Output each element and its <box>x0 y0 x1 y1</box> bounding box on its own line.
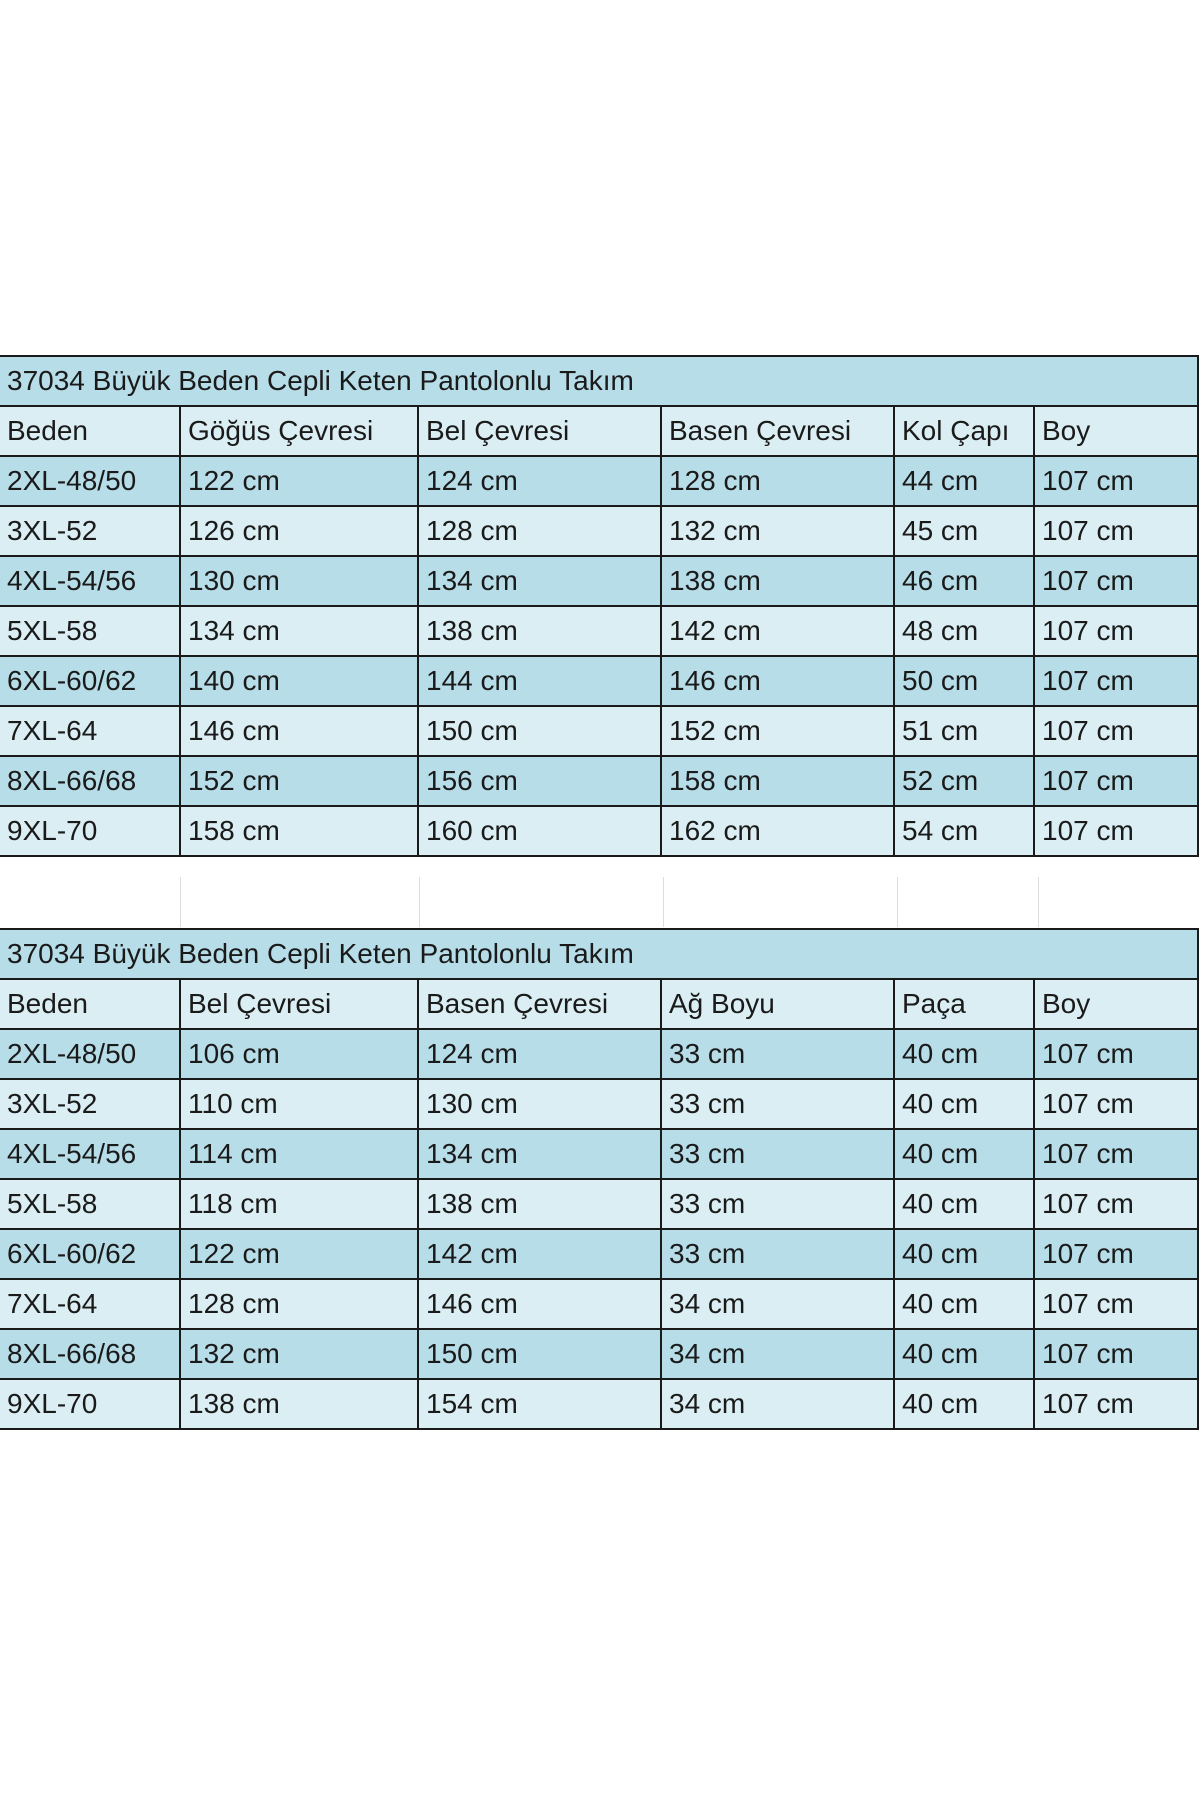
column-header: Ağ Boyu <box>661 979 894 1029</box>
column-header: Göğüs Çevresi <box>180 406 418 456</box>
table-cell: 122 cm <box>180 1229 418 1279</box>
table-cell: 130 cm <box>418 1079 661 1129</box>
table-cell: 107 cm <box>1034 456 1198 506</box>
table-cell: 7XL-64 <box>0 706 180 756</box>
table-row <box>0 506 1198 556</box>
table-cell: 54 cm <box>894 806 1034 856</box>
table-cell: 6XL-60/62 <box>0 656 180 706</box>
table-row <box>0 1129 1198 1179</box>
table-cell: 33 cm <box>661 1179 894 1229</box>
size-table-top <box>0 355 1199 857</box>
table-cell: 107 cm <box>1034 1179 1198 1229</box>
table-cell: 4XL-54/56 <box>0 556 180 606</box>
table-cell: 126 cm <box>180 506 418 556</box>
table-cell: 144 cm <box>418 656 661 706</box>
table-cell: 107 cm <box>1034 1229 1198 1279</box>
table-cell: 107 cm <box>1034 556 1198 606</box>
table-cell: 6XL-60/62 <box>0 1229 180 1279</box>
table-cell: 40 cm <box>894 1179 1034 1229</box>
table-row <box>0 1379 1198 1429</box>
table-row <box>0 656 1198 706</box>
table-cell: 142 cm <box>418 1229 661 1279</box>
table-cell: 134 cm <box>180 606 418 656</box>
table-cell: 152 cm <box>180 756 418 806</box>
table-cell: 158 cm <box>661 756 894 806</box>
column-header: Boy <box>1034 406 1198 456</box>
table-row <box>0 1279 1198 1329</box>
table-cell: 107 cm <box>1034 706 1198 756</box>
table-row <box>0 1179 1198 1229</box>
table-cell: 118 cm <box>180 1179 418 1229</box>
table-cell: 160 cm <box>418 806 661 856</box>
table-cell: 107 cm <box>1034 1029 1198 1079</box>
table-row <box>0 1229 1198 1279</box>
table-cell: 106 cm <box>180 1029 418 1079</box>
column-header: Paça <box>894 979 1034 1029</box>
table-cell: 40 cm <box>894 1279 1034 1329</box>
table-cell: 114 cm <box>180 1129 418 1179</box>
table-row <box>0 806 1198 856</box>
table-cell: 8XL-66/68 <box>0 1329 180 1379</box>
table-title: 37034 Büyük Beden Cepli Keten Pantolonlu Takım <box>0 929 1198 979</box>
table-cell: 146 cm <box>418 1279 661 1329</box>
table-cell: 40 cm <box>894 1029 1034 1079</box>
table-cell: 107 cm <box>1034 1379 1198 1429</box>
table-cell: 34 cm <box>661 1329 894 1379</box>
table-cell: 5XL-58 <box>0 606 180 656</box>
table-cell: 142 cm <box>661 606 894 656</box>
table-cell: 3XL-52 <box>0 1079 180 1129</box>
header-row <box>0 979 1198 1029</box>
table-cell: 154 cm <box>418 1379 661 1429</box>
table-cell: 5XL-58 <box>0 1179 180 1229</box>
table-row <box>0 556 1198 606</box>
table-row <box>0 606 1198 656</box>
table-cell: 124 cm <box>418 1029 661 1079</box>
table-cell: 45 cm <box>894 506 1034 556</box>
table-cell: 48 cm <box>894 606 1034 656</box>
table-cell: 138 cm <box>180 1379 418 1429</box>
table-cell: 134 cm <box>418 1129 661 1179</box>
column-header: Basen Çevresi <box>418 979 661 1029</box>
table-cell: 138 cm <box>418 606 661 656</box>
table-cell: 8XL-66/68 <box>0 756 180 806</box>
table-cell: 40 cm <box>894 1229 1034 1279</box>
column-header: Bel Çevresi <box>180 979 418 1029</box>
table-cell: 2XL-48/50 <box>0 456 180 506</box>
table-cell: 4XL-54/56 <box>0 1129 180 1179</box>
column-header: Kol Çapı <box>894 406 1034 456</box>
column-header: Beden <box>0 406 180 456</box>
table-cell: 122 cm <box>180 456 418 506</box>
table-cell: 132 cm <box>180 1329 418 1379</box>
column-header: Basen Çevresi <box>661 406 894 456</box>
table-cell: 107 cm <box>1034 1329 1198 1379</box>
column-header: Bel Çevresi <box>418 406 661 456</box>
table-cell: 33 cm <box>661 1029 894 1079</box>
table-cell: 40 cm <box>894 1329 1034 1379</box>
table-row <box>0 1329 1198 1379</box>
table-cell: 34 cm <box>661 1279 894 1329</box>
table-cell: 146 cm <box>180 706 418 756</box>
table-row <box>0 706 1198 756</box>
table-cell: 150 cm <box>418 1329 661 1379</box>
table-row <box>0 1079 1198 1129</box>
table-cell: 33 cm <box>661 1129 894 1179</box>
table-cell: 107 cm <box>1034 1279 1198 1329</box>
table-cell: 128 cm <box>418 506 661 556</box>
table-cell: 132 cm <box>661 506 894 556</box>
table-cell: 46 cm <box>894 556 1034 606</box>
table-cell: 158 cm <box>180 806 418 856</box>
size-table-bottom <box>0 928 1199 1430</box>
table-cell: 110 cm <box>180 1079 418 1129</box>
table-cell: 150 cm <box>418 706 661 756</box>
table-cell: 162 cm <box>661 806 894 856</box>
table-cell: 7XL-64 <box>0 1279 180 1329</box>
header-row <box>0 406 1198 456</box>
table-cell: 138 cm <box>418 1179 661 1229</box>
table-title: 37034 Büyük Beden Cepli Keten Pantolonlu Takım <box>0 356 1198 406</box>
table-cell: 107 cm <box>1034 806 1198 856</box>
table-cell: 9XL-70 <box>0 806 180 856</box>
table-cell: 152 cm <box>661 706 894 756</box>
table-cell: 107 cm <box>1034 1079 1198 1129</box>
column-header: Boy <box>1034 979 1198 1029</box>
table-cell: 107 cm <box>1034 506 1198 556</box>
table-cell: 44 cm <box>894 456 1034 506</box>
table-cell: 2XL-48/50 <box>0 1029 180 1079</box>
table-cell: 107 cm <box>1034 606 1198 656</box>
table-cell: 128 cm <box>661 456 894 506</box>
table-row <box>0 756 1198 806</box>
table-cell: 34 cm <box>661 1379 894 1429</box>
table-cell: 40 cm <box>894 1379 1034 1429</box>
table-cell: 130 cm <box>180 556 418 606</box>
table-cell: 52 cm <box>894 756 1034 806</box>
table-cell: 9XL-70 <box>0 1379 180 1429</box>
table-cell: 33 cm <box>661 1079 894 1129</box>
table-cell: 107 cm <box>1034 656 1198 706</box>
table-cell: 50 cm <box>894 656 1034 706</box>
table-cell: 134 cm <box>418 556 661 606</box>
table-cell: 138 cm <box>661 556 894 606</box>
table-row <box>0 1029 1198 1079</box>
table-cell: 107 cm <box>1034 1129 1198 1179</box>
table-cell: 33 cm <box>661 1229 894 1279</box>
table-cell: 140 cm <box>180 656 418 706</box>
table-cell: 128 cm <box>180 1279 418 1329</box>
table-cell: 156 cm <box>418 756 661 806</box>
table-cell: 40 cm <box>894 1079 1034 1129</box>
blank-spacer-row <box>0 877 1198 927</box>
table-cell: 3XL-52 <box>0 506 180 556</box>
table-cell: 107 cm <box>1034 756 1198 806</box>
table-cell: 51 cm <box>894 706 1034 756</box>
table-cell: 146 cm <box>661 656 894 706</box>
column-header: Beden <box>0 979 180 1029</box>
table-cell: 40 cm <box>894 1129 1034 1179</box>
table-cell: 124 cm <box>418 456 661 506</box>
table-row <box>0 456 1198 506</box>
